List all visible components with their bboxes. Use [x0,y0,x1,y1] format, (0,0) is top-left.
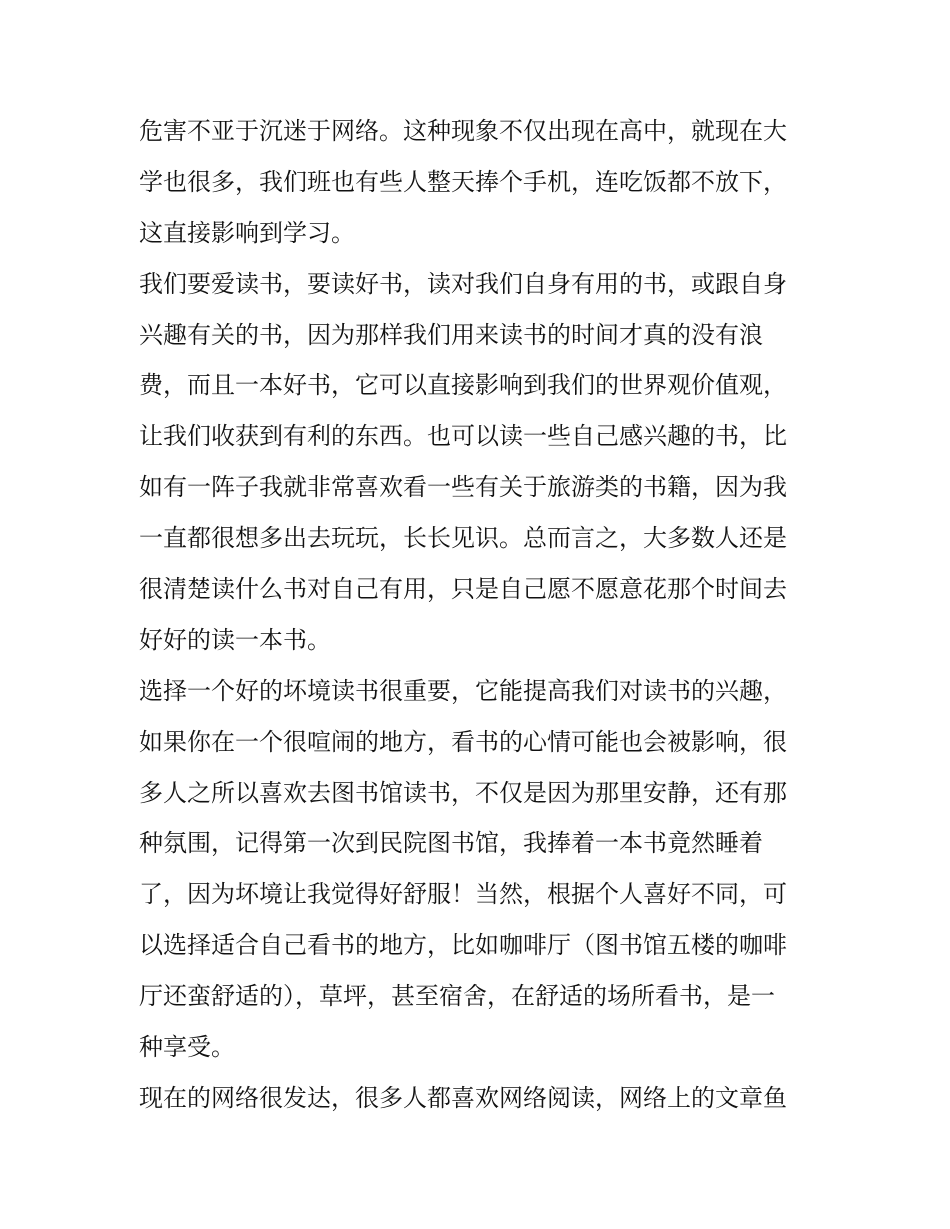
text-line: 如有一阵子我就非常喜欢看一些有关于旅游类的书籍，因为我 [139,473,787,502]
text-line: 厅还蛮舒适的），草坪，甚至宿舍，在舒适的场所看书，是一 [139,982,775,1011]
text-line: 种氛围，记得第一次到民院图书馆，我捧着一本书竟然睡着 [139,829,763,858]
text-line: 了，因为坏境让我觉得好舒服！当然，根据个人喜好不同，可 [139,880,787,909]
text-line: 我们要爱读书，要读好书，读对我们自身有用的书，或跟自身 [139,269,787,298]
text-line: 兴趣有关的书，因为那样我们用来读书的时间才真的没有浪 [139,320,763,349]
text-line: 费，而且一本好书，它可以直接影响到我们的世界观价值观， [139,371,787,400]
text-line: 如果你在一个很喧闹的地方，看书的心情可能也会被影响，很 [139,727,787,756]
text-line: 这直接影响到学习。 [139,218,355,247]
text-line: 让我们收获到有利的东西。也可以读一些自己感兴趣的书，比 [139,422,787,451]
text-line: 学也很多，我们班也有些人整天捧个手机，连吃饭都不放下， [139,167,787,196]
text-line: 很清楚读什么书对自己有用，只是自己愿不愿意花那个时间去 [139,575,787,604]
text-line: 现在的网络很发达，很多人都喜欢网络阅读，网络上的文章鱼 [139,1083,787,1112]
text-line: 种享受。 [139,1033,235,1062]
text-line: 一直都很想多出去玩玩，长长见识。总而言之，大多数人还是 [139,524,787,553]
text-line: 多人之所以喜欢去图书馆读书，不仅是因为那里安静，还有那 [139,778,787,807]
text-line: 选择一个好的坏境读书很重要，它能提高我们对读书的兴趣， [139,676,787,705]
document-body [139,106,819,1124]
text-line: 好好的读一本书。 [139,625,331,654]
text-line: 危害不亚于沉迷于网络。这种现象不仅出现在高中，就现在大 [139,117,787,145]
text-line: 以选择适合自己看书的地方，比如咖啡厅（图书馆五楼的咖啡 [139,931,787,960]
